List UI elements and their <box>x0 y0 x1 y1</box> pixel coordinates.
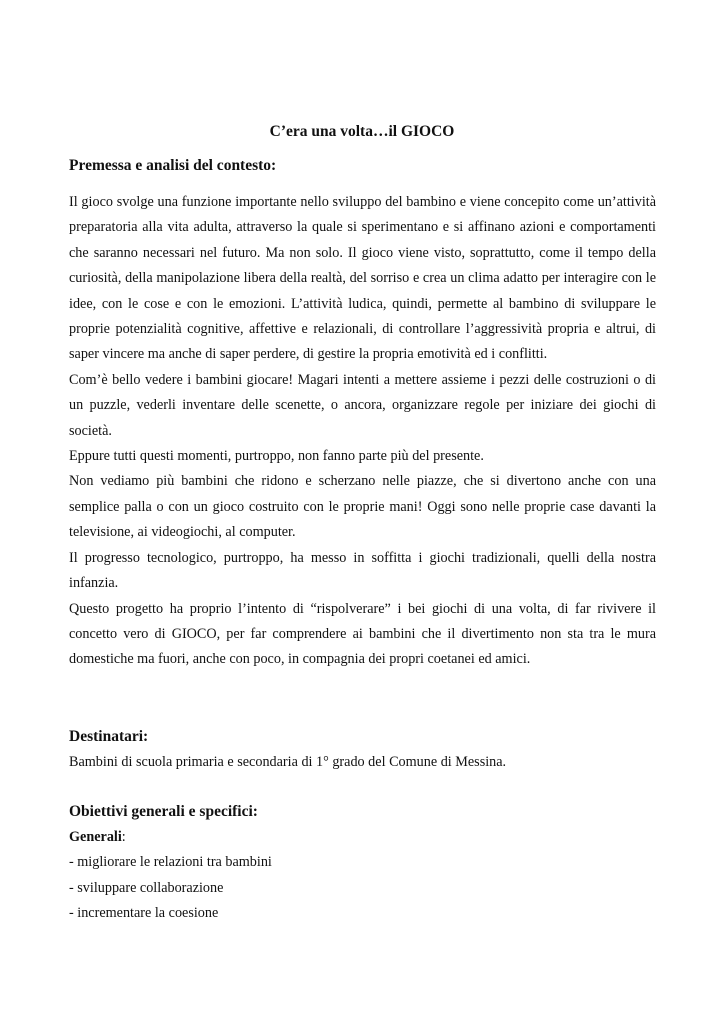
generali-colon: : <box>121 829 126 845</box>
paragraph-piazze: Non vediamo più bambini che ridono e scherzano nelle piazze, che si divertono anche con una semplice palla o con un gioco costruito con le proprie mani! Oggi sono nelle proprie case davanti la televisione, ai videogiochi, al computer. <box>69 473 656 541</box>
obiettivi-section <box>69 802 656 927</box>
premessa-heading: Premessa e analisi del contesto: <box>69 157 277 174</box>
list-item: - sviluppare collaborazione <box>69 879 224 896</box>
list-item: - migliorare le relazioni tra bambini <box>69 854 272 871</box>
obiettivi-heading: Obiettivi generali e specifici: <box>69 803 258 820</box>
premessa-body <box>69 190 656 673</box>
paragraph-bambini-giocare: Com’è bello vedere i bambini giocare! Magari intenti a mettere assieme i pezzi delle costruzioni o di un puzzle, vederli inventare delle scenette, o ancora, organizzare regole per iniziare dei giochi di società. <box>69 371 656 439</box>
destinatari-heading: Destinatari: <box>69 728 149 745</box>
generali-line <box>69 825 656 850</box>
paragraph-eppure: Eppure tutti questi momenti, purtroppo, non fanno parte più del presente. <box>69 448 484 465</box>
generali-label: Generali <box>69 829 122 845</box>
document-title: C’era una volta…il GIOCO <box>269 123 455 140</box>
paragraph-progresso: Il progresso tecnologico, purtroppo, ha messo in soffitta i giochi tradizionali, quelli della nostra infanzia. <box>69 549 656 592</box>
premessa-heading-block <box>69 156 656 176</box>
list-item: - incrementare la coesione <box>69 905 219 922</box>
destinatari-section <box>69 727 656 775</box>
paragraph-progetto: Questo progetto ha proprio l’intento di “rispolverare” i bei giochi di una volta, di far rivivere il concetto vero di GIOCO, per far comprendere ai bambini che il divertimento non sta tra le mura domestiche ma fuori, anche con poco, in compagnia dei propri coetanei ed amici. <box>69 600 656 668</box>
paragraph-intro: Il gioco svolge una funzione importante nello sviluppo del bambino e viene concepito come un’attività preparatoria alla vita adulta, attraverso la quale si sperimentano e si affinano azioni e comportamenti che saranno necessari nel futuro. Ma non solo. Il gioco viene visto, soprattutto, come il tempo della curiosità, della manipolazione libera della realtà, del sorriso e crea un clima adatto per interagire con le idee, con le cose e con le emozioni. L’attività ludica, quindi, permette al bambino di sviluppare le proprie potenzialità cognitive, affettive e relazionali, di controllare l’aggressività propria e altrui, di saper vincere ma anche di saper perdere, di gestire la propria emotività ed i conflitti. <box>69 194 656 363</box>
destinatari-text: Bambini di scuola primaria e secondaria di 1° grado del Comune di Messina. <box>69 754 507 770</box>
